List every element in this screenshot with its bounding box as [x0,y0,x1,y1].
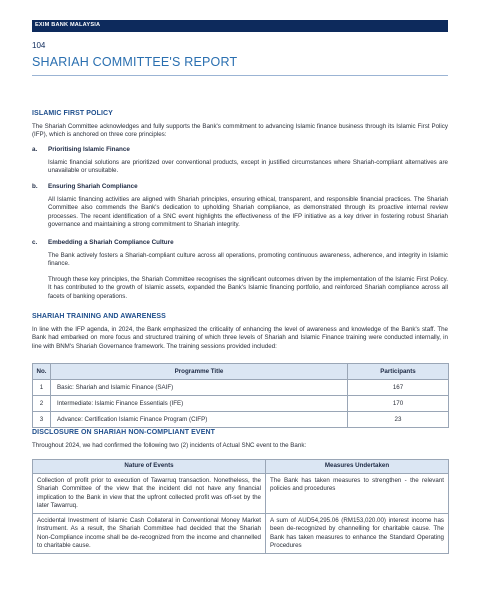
column-header-nature-of-events: Nature of Events [33,460,266,474]
header-band [32,20,448,32]
row-number: 2 [33,396,51,412]
training-table [32,363,449,428]
participants-count: 170 [348,396,449,412]
principle-b-body: All Islamic financing activities are aligned with Shariah principles, ensuring ethical, transparent, and responsible financial practices. The Shariah Committee also commends the Bank's dedication to upholding Shariah compliance, as demonstrated through its proactive internal review processes. The recent identification of a SNC event highlights the effectiveness of the IFP initiative as a key driver in fostering robust Shariah governance and maintaining a strong commitment to Shariah integrity. [48,196,448,229]
principle-a-heading [32,146,448,155]
event-description: Collection of profit prior to execution of Tawarruq transaction. Nonetheless, the Shariah Committee of the view that the incident did not have any financial implication to the Bank in view that the upfront collected profit was off-set by the later Tawarruq. [33,474,266,514]
principle-a-body: Islamic financial solutions are prioritized over conventional products, except in justified circumstances where Shariah-compliant alternatives are unavailable or unsuitable. [48,159,448,175]
principle-a-title: Prioritising Islamic Finance [48,146,130,153]
column-header-no: No. [33,364,51,380]
table-row [33,474,449,514]
column-header-measures-undertaken: Measures Undertaken [266,460,449,474]
participants-count: 23 [348,412,449,428]
section-heading-islamic-first-policy: ISLAMIC FIRST POLICY [32,110,113,117]
principle-c-marker: c. [32,239,38,246]
section-heading-training: SHARIAH TRAINING AND AWARENESS [32,313,166,320]
row-number: 3 [33,412,51,428]
principle-c-title: Embedding a Shariah Compliance Culture [48,239,174,246]
principle-b-title: Ensuring Shariah Compliance [48,183,138,190]
table-row [33,412,449,428]
programme-title: Basic: Shariah and Islamic Finance (SAIF) [51,380,348,396]
column-header-programme-title: Programme Title [51,364,348,380]
table-row [33,380,449,396]
principle-c-body: The Bank actively fosters a Shariah-compliant culture across all operations, promoting continuous awareness, adherence, and integrity in Islamic finance. [48,252,448,268]
column-header-participants: Participants [348,364,449,380]
principle-a-marker: a. [32,146,38,153]
table-row [33,396,449,412]
section-heading-snc-disclosure: DISCLOSURE ON SHARIAH NON-COMPLIANT EVENT [32,429,215,436]
snc-table-header-row [33,460,449,474]
principle-b-heading [32,183,448,192]
training-table-header-row [33,364,449,380]
measure-description: The Bank has taken measures to strengthen - the relevant policies and procedures [266,474,449,514]
title-divider [32,75,448,76]
programme-title: Advance: Certification Islamic Finance Program (CIFP) [51,412,348,428]
programme-title: Intermediate: Islamic Finance Essentials (IFE) [51,396,348,412]
snc-events-table [32,459,449,554]
bank-name-label: EXIM BANK MALAYSIA [35,22,101,28]
principle-c-heading [32,239,448,248]
table-row [33,514,449,554]
page-number: 104 [32,41,46,50]
disclosure-intro-paragraph: Throughout 2024, we had confirmed the following two (2) incidents of Actual SNC event to the Bank: [32,442,307,449]
policy-intro-paragraph: The Shariah Committee acknowledges and fully supports the Bank's commitment to advancing Islamic finance business through its Islamic First Policy (IFP), which is anchored on three core principles: [32,123,448,139]
participants-count: 167 [348,380,449,396]
measure-description: A sum of AUD54,295.06 (RM153,020.00) interest income has been de-recognized by channelling for charitable cause. The Bank has taken measures to enhance the Standard Operating Procedures [266,514,449,554]
event-description: Accidental Investment of Islamic Cash Collateral in Conventional Money Market Instrument. As a result, the Shariah Committee had decided that the Shariah Non-Compliance income shall be de-recognized from the income and channelled to charitable cause. [33,514,266,554]
principle-c-summary: Through these key principles, the Shariah Committee recognises the significant outcomes driven by the implementation of the Islamic First Policy. It has contributed to the growth of Islamic assets, expanded the Bank's Islamic financing portfolio, and reinforced Shariah compliance across all facets of banking operations. [48,276,448,300]
training-intro-paragraph: In line with the IFP agenda, in 2024, the Bank emphasized the criticality of enhancing the level of awareness and knowledge of the Bank's staff. The Bank had embarked on more focus and structured training of which three levels of Shariah and Islamic Finance training were conducted internally, in line with BNM's Shariah Governance framework. The training sessions provided included: [32,326,448,350]
page-title: SHARIAH COMMITTEE'S REPORT [32,55,238,69]
principle-b-marker: b. [32,183,38,190]
row-number: 1 [33,380,51,396]
